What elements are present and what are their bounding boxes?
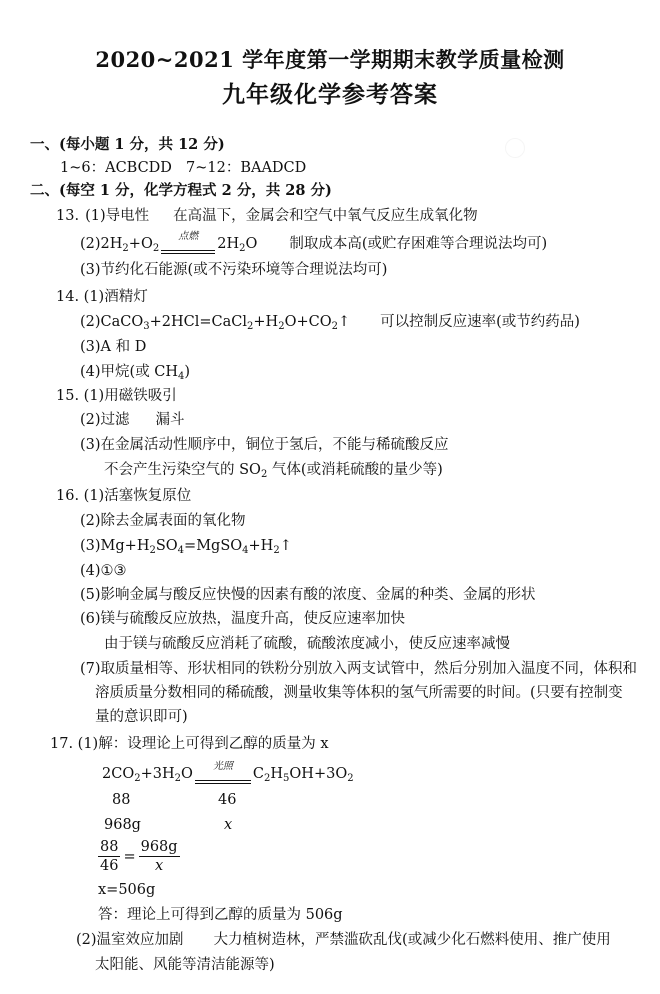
q16-line10: 量的意识即可) (95, 709, 188, 725)
q17-known-mass: 968g (104, 817, 141, 833)
reaction-condition: 光照 (212, 761, 233, 772)
subscript: 2 (149, 545, 156, 556)
subscript: 2 (331, 321, 338, 332)
reaction-arrow (161, 231, 215, 254)
fraction-right (139, 838, 180, 875)
q14-line1: 14. (1)酒精灯 (56, 289, 148, 305)
q13-eq-reactant2: +O (128, 236, 153, 252)
page-subtitle: 九年级化学参考答案 (222, 81, 438, 108)
q16-line8: (7)取质量相等、形状相同的铁粉分别放入两支试管中，然后分别加入温度不同，体积和 (80, 661, 638, 677)
q16-line4: (4)①③ (80, 563, 127, 579)
q16-line3 (80, 536, 292, 556)
subscript: 2 (347, 773, 354, 784)
subscript: 2 (278, 321, 285, 332)
q17-molar-mass-2: 46 (218, 792, 237, 808)
q17-proportion (98, 838, 180, 875)
q14-line3: (3)A 和 D (80, 339, 147, 355)
text-part: ) (184, 364, 191, 380)
eq-part: H (270, 766, 284, 782)
subscript: 3 (143, 321, 150, 332)
q16-line1: 16. (1)活塞恢复原位 (56, 488, 192, 504)
text-part: 大力植树造林，严禁滥砍乱伐(或减少化石燃料使用、推广使用 (213, 932, 611, 948)
q15-line4 (104, 460, 443, 480)
subscript: 2 (260, 469, 268, 480)
subscript: 4 (177, 545, 185, 556)
q17-line3: 太阳能、风能等清洁能源等) (95, 957, 275, 973)
q16-line2: (2)除去金属表面的氧化物 (80, 513, 246, 529)
q13-answer-2-note: 制取成本高(或贮存困难等合理说法均可) (289, 236, 548, 252)
q14-answer-2-note: 可以控制反应速率(或节约药品) (380, 314, 580, 330)
q17-molar-mass-1: 88 (112, 792, 131, 808)
reaction-arrow (195, 761, 251, 784)
fraction-denominator: 46 (100, 858, 119, 874)
fraction-denominator: x (155, 858, 164, 874)
text-part: 气体(或消耗硫酸的量少等) (267, 462, 443, 478)
q13-eq-product-o: O (245, 236, 258, 252)
q14-line2 (80, 312, 580, 332)
subscript: 5 (283, 773, 290, 784)
gas-arrow-icon: ↑ (279, 538, 292, 554)
q16-line6: (6)镁与硫酸反应放热，温度升高，使反应速率加快 (80, 611, 406, 627)
q17-answer: 答：理论上可得到乙醇的质量为 506g (98, 907, 343, 923)
subscript: 2 (273, 545, 280, 556)
eq-part: SO (155, 538, 178, 554)
eq-part: +H (253, 314, 279, 330)
q13-eq-reactant: (2)2H (80, 236, 123, 252)
q16-line7: 由于镁与硫酸反应消耗了硫酸，硫酸浓度减小，使反应速率减慢 (104, 636, 510, 652)
q13-line1 (56, 206, 478, 226)
eq-part: (3)Mg+H (80, 538, 150, 554)
section2-heading: 二、(每空 1 分，化学方程式 2 分，共 28 分) (30, 182, 332, 199)
reaction-condition: 点燃 (178, 231, 199, 242)
text-part: 漏斗 (155, 412, 185, 428)
page-title: 2020~2021 学年度第一学期期末教学质量检测 (95, 47, 565, 72)
subscript: 2 (152, 243, 160, 254)
q13-eq-product: 2H (217, 236, 240, 252)
q15-line3: (3)在金属活动性顺序中，铜位于氢后，不能与稀硫酸反应 (80, 437, 449, 453)
q15-line1: 15. (1)用磁铁吸引 (56, 388, 177, 404)
fraction-left (98, 838, 120, 875)
subscript: 4 (178, 371, 185, 382)
subscript: 2 (174, 773, 181, 784)
text-part: (4)甲烷(或 CH (80, 364, 179, 380)
eq-part: 2CO (102, 766, 135, 782)
q13-line2 (80, 231, 548, 254)
q16-line5: (5)影响金属与酸反应快慢的因素有酸的浓度、金属的种类、金属的形状 (80, 587, 536, 603)
q16-line9: 溶质质量分数相同的稀硫酸，测量收集等体积的氢气所需要的时间。(只要有控制变 (95, 685, 623, 701)
eq-part: +3H (140, 766, 175, 782)
q13-answer-1: (1)导电性 (85, 208, 150, 224)
q15-line2 (80, 410, 185, 430)
q17-unknown-mass: x (224, 817, 233, 833)
text-part: (2)过滤 (80, 412, 130, 428)
q17-result: x=506g (98, 882, 156, 898)
gas-arrow-icon: ↑ (337, 314, 351, 330)
answers-1-6: 1~6：ACBCDD (60, 160, 172, 176)
eq-part: +2HCl=CaCl (149, 314, 248, 330)
subscript: 2 (122, 243, 129, 254)
text-part: (2)温室效应加剧 (76, 932, 184, 948)
q14-line4 (80, 362, 190, 382)
q13-answer-1-reason: 在高温下，金属会和空气中氧气反应生成氧化物 (173, 208, 478, 224)
q17-line2 (76, 930, 611, 950)
q13-line3: (3)节约化石能源(或不污染环境等合理说法均可) (80, 262, 388, 278)
text-part: 不会产生污染空气的 SO (104, 462, 261, 478)
answers-7-12: 7~12：BAADCD (186, 160, 307, 176)
equals-sign: = (123, 848, 136, 865)
subscript: 2 (239, 243, 246, 254)
subscript: 2 (134, 773, 141, 784)
subscript: 2 (264, 773, 271, 784)
subscript: 2 (247, 321, 254, 332)
fraction-numerator: 968g (140, 839, 178, 855)
subscript: 4 (242, 545, 249, 556)
eq-part: =MgSO (184, 538, 243, 554)
eq-part: C (252, 766, 264, 782)
eq-part: O (181, 766, 193, 782)
faint-stamp-mark (505, 138, 525, 158)
eq-part: +H (248, 538, 274, 554)
eq-part: O+CO (284, 314, 332, 330)
section1-heading: 一、(每小题 1 分，共 12 分) (30, 136, 225, 153)
eq-part: (2)CaCO (80, 314, 144, 330)
q17-equation (102, 761, 354, 784)
q17-line1: 17. (1)解：设理论上可得到乙醇的质量为 x (50, 736, 329, 752)
fraction-numerator: 88 (100, 839, 119, 855)
eq-part: OH+3O (289, 766, 348, 782)
q13-number: 13. (56, 208, 80, 224)
